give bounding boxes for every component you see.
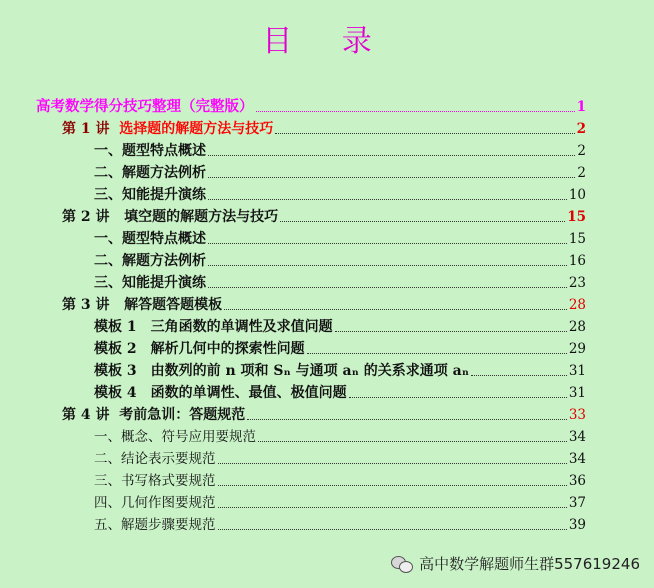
toc-entry[interactable] (94, 514, 586, 534)
toc-page-number: 34 (568, 451, 586, 467)
watermark-text: 高中数学解题师生群557619246 (419, 555, 640, 573)
wechat-icon (391, 556, 413, 572)
lecture-title: 解答题答题模板 (124, 297, 223, 313)
toc-entry-lecture-1[interactable] (62, 118, 586, 138)
dot-leader (208, 242, 567, 244)
toc-entry-label: 一、题型特点概述 (94, 143, 206, 159)
lecture-title: 考前急训：答题规范 (119, 407, 246, 423)
lecture-number: 第 2 讲 (62, 209, 110, 225)
toc-entry[interactable] (94, 250, 586, 270)
toc-entry-lecture-4[interactable] (62, 404, 586, 424)
toc-entry-label: 三角函数的单调性及求值问题 (150, 319, 333, 335)
toc-page-number: 2 (577, 165, 586, 181)
toc-page-number: 1 (576, 99, 586, 115)
dot-leader (471, 374, 567, 376)
toc-entry[interactable] (94, 228, 586, 248)
dot-leader (224, 308, 567, 310)
toc-page-number: 28 (568, 297, 586, 313)
lecture-title: 填空题的解题方法与技巧 (124, 209, 279, 225)
dot-leader (218, 528, 567, 530)
dot-leader (208, 286, 567, 288)
template-name: 模板 1 (94, 319, 137, 335)
lecture-number: 第 3 讲 (62, 297, 110, 313)
template-name: 模板 4 (94, 385, 137, 401)
toc-page-number: 16 (568, 253, 586, 269)
toc-entry-lecture-2[interactable] (62, 206, 586, 226)
dot-leader (256, 110, 575, 112)
toc-page-number: 39 (568, 517, 586, 533)
dot-leader (247, 418, 567, 420)
toc-page-number: 10 (568, 187, 586, 203)
toc-entry-label: 二、结论表示要规范 (94, 451, 216, 467)
toc-page-number: 31 (568, 385, 586, 401)
template-name: 模板 2 (94, 341, 137, 357)
toc-page-number: 33 (568, 407, 586, 423)
toc-entry-label: 三、知能提升演练 (94, 187, 206, 203)
toc-entry-template-3[interactable] (94, 360, 586, 380)
toc-entry-label: 五、解题步骤要规范 (94, 517, 216, 533)
toc-entry[interactable] (94, 492, 586, 512)
dot-leader (349, 396, 567, 398)
toc-entry[interactable] (94, 272, 586, 292)
toc-entry-label: 高考数学得分技巧整理（完整版） (36, 98, 254, 115)
toc-page-number: 37 (568, 495, 586, 511)
toc-page-number: 36 (568, 473, 586, 489)
toc-entry-label: 二、解题方法例析 (94, 253, 206, 269)
toc-entry-label: 一、题型特点概述 (94, 231, 206, 247)
toc-page-number: 15 (567, 209, 586, 225)
toc-entry-label: 三、知能提升演练 (94, 275, 206, 291)
dot-leader (218, 506, 567, 508)
dot-leader (307, 352, 567, 354)
toc-entry-label: 一、概念、符号应用要规范 (94, 429, 256, 445)
dot-leader (208, 176, 575, 178)
dot-leader (208, 154, 575, 156)
toc-entry[interactable] (94, 184, 586, 204)
toc-entry-label: 四、几何作图要规范 (94, 495, 216, 511)
toc-entry-label: 三、书写格式要规范 (94, 473, 216, 489)
toc-entry[interactable] (94, 426, 586, 446)
lecture-title: 选择题的解题方法与技巧 (119, 121, 274, 137)
toc-page-number: 34 (568, 429, 586, 445)
watermark (391, 553, 640, 574)
toc-entry-label: 解析几何中的探索性问题 (150, 341, 305, 357)
page-title: 目 录 (262, 24, 392, 59)
dot-leader (218, 484, 567, 486)
lecture-number: 第 4 讲 (62, 407, 110, 423)
toc-entry[interactable] (94, 470, 586, 490)
toc-entry-template-2[interactable] (94, 338, 586, 358)
toc-entry-label: 二、解题方法例析 (94, 165, 206, 181)
toc-page-number: 15 (568, 231, 586, 247)
dot-leader (218, 462, 567, 464)
toc-page-number: 2 (576, 121, 586, 137)
toc-entry-lecture-3[interactable] (62, 294, 586, 314)
toc-page-number: 2 (577, 143, 586, 159)
dot-leader (275, 132, 574, 134)
toc-entry-label: 函数的单调性、最值、极值问题 (150, 385, 347, 401)
dot-leader (208, 198, 567, 200)
toc-entry-overview[interactable] (36, 96, 586, 116)
toc-entry[interactable] (94, 162, 586, 182)
toc-entry[interactable] (94, 140, 586, 160)
toc-entry[interactable] (94, 448, 586, 468)
toc-page-number: 28 (568, 319, 586, 335)
toc-entry-template-1[interactable] (94, 316, 586, 336)
dot-leader (280, 220, 565, 222)
dot-leader (335, 330, 567, 332)
template-name: 模板 3 (94, 363, 137, 379)
toc-page-number: 23 (568, 275, 586, 291)
toc-entry-template-4[interactable] (94, 382, 586, 402)
toc-page-number: 31 (568, 363, 586, 379)
lecture-number: 第 1 讲 (62, 121, 110, 137)
toc-entry-label: 由数列的前 n 项和 Sₙ 与通项 aₙ 的关系求通项 aₙ (150, 363, 469, 379)
dot-leader (258, 440, 567, 442)
dot-leader (208, 264, 567, 266)
toc-page-number: 29 (568, 341, 586, 357)
